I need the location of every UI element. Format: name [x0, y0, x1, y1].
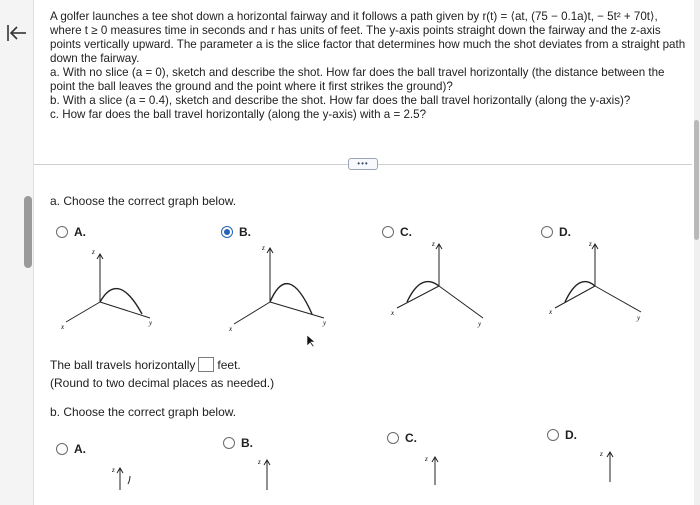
- left-scrollbar[interactable]: [24, 196, 32, 268]
- axis-label-x: x: [391, 309, 395, 317]
- option-b-C-label: C.: [405, 431, 417, 445]
- option-b-B-label: B.: [241, 436, 253, 450]
- option-a-C[interactable]: [382, 225, 412, 239]
- option-b-A[interactable]: [56, 442, 86, 456]
- option-a-B[interactable]: [221, 225, 251, 239]
- back-arrow-icon[interactable]: [6, 22, 28, 44]
- axis-label-y: y: [637, 314, 641, 322]
- problem-statement: [50, 10, 690, 122]
- option-a-D[interactable]: [541, 225, 571, 239]
- option-b-A-label: A.: [74, 442, 86, 456]
- option-a-C-label: C.: [400, 225, 412, 239]
- answer-line: [50, 357, 241, 372]
- question-b-prompt: b. Choose the correct graph below.: [50, 405, 237, 419]
- graph-a-D: [545, 238, 655, 333]
- graph-b-D: [594, 442, 624, 487]
- question-a-prompt: a. Choose the correct graph below.: [50, 194, 237, 208]
- graph-a-B: [220, 240, 340, 335]
- graph-a-A: [56, 240, 166, 335]
- axis-label-x: x: [229, 325, 233, 333]
- problem-part-a: a. With no slice (a = 0), sketch and describe the shot. How far does the ball travel horizontally (the distance between the point the ball leaves the ground and the point where it first strikes the ground)?: [50, 66, 665, 93]
- right-scrollbar-track[interactable]: [694, 0, 700, 505]
- option-a-D-label: D.: [559, 225, 571, 239]
- radio-b-A[interactable]: [56, 443, 68, 455]
- radio-b-C[interactable]: [387, 432, 399, 444]
- radio-a-B[interactable]: [221, 226, 233, 238]
- option-a-A[interactable]: [56, 225, 86, 239]
- answer-suffix: feet.: [217, 357, 241, 372]
- axis-label-y: y: [478, 320, 482, 328]
- graph-b-A: [108, 458, 148, 498]
- right-scrollbar-thumb[interactable]: [694, 120, 699, 240]
- option-b-B[interactable]: [223, 436, 253, 450]
- mouse-cursor-icon: [305, 334, 317, 348]
- option-a-A-label: A.: [74, 225, 86, 239]
- axis-label-z: z: [432, 240, 435, 248]
- axis-label-z: z: [425, 455, 428, 463]
- option-a-B-label: B.: [239, 225, 251, 239]
- axis-label-z: z: [589, 240, 592, 248]
- radio-a-A[interactable]: [56, 226, 68, 238]
- axis-label-z: z: [258, 458, 261, 466]
- option-b-D[interactable]: [547, 428, 577, 442]
- problem-part-b: b. With a slice (a = 0.4), sketch and describe the shot. How far does the ball travel horizontally (along the y-axis)?: [50, 94, 631, 107]
- axis-label-y: y: [149, 319, 153, 327]
- rounding-note: (Round to two decimal places as needed.): [50, 376, 275, 390]
- axis-label-x: x: [61, 323, 65, 331]
- axis-label-z: z: [112, 466, 115, 474]
- problem-part-c: c. How far does the ball travel horizontally (along the y-axis) with a = 2.5?: [50, 108, 427, 121]
- axis-label-y: y: [323, 319, 327, 327]
- graph-a-C: [385, 238, 500, 333]
- radio-b-B[interactable]: [223, 437, 235, 449]
- radio-a-C[interactable]: [382, 226, 394, 238]
- axis-label-z: z: [600, 450, 603, 458]
- radio-a-D[interactable]: [541, 226, 553, 238]
- graph-b-C: [421, 445, 451, 490]
- answer-prefix: The ball travels horizontally: [50, 357, 196, 372]
- more-button[interactable]: •••: [348, 158, 378, 170]
- answer-input[interactable]: [198, 357, 214, 372]
- option-b-C[interactable]: [387, 431, 417, 445]
- problem-intro: A golfer launches a tee shot down a horizontal fairway and it follows a path given by r(t) = ⟨at, (75 − 0.1a)t, − 5t² + 70t⟩, where t ≥ 0 measures time in seconds and r has units of feet. The y-axis points straight down the fairway and the z-axis points vertically upward. The parameter a is the slice factor that determines how much the shot deviates from a straight path down the fairway.: [50, 10, 686, 65]
- radio-b-D[interactable]: [547, 429, 559, 441]
- axis-label-x: x: [549, 308, 553, 316]
- option-b-D-label: D.: [565, 428, 577, 442]
- axis-label-z: z: [92, 248, 95, 256]
- axis-label-z: z: [262, 244, 265, 252]
- graph-b-B: [255, 450, 285, 495]
